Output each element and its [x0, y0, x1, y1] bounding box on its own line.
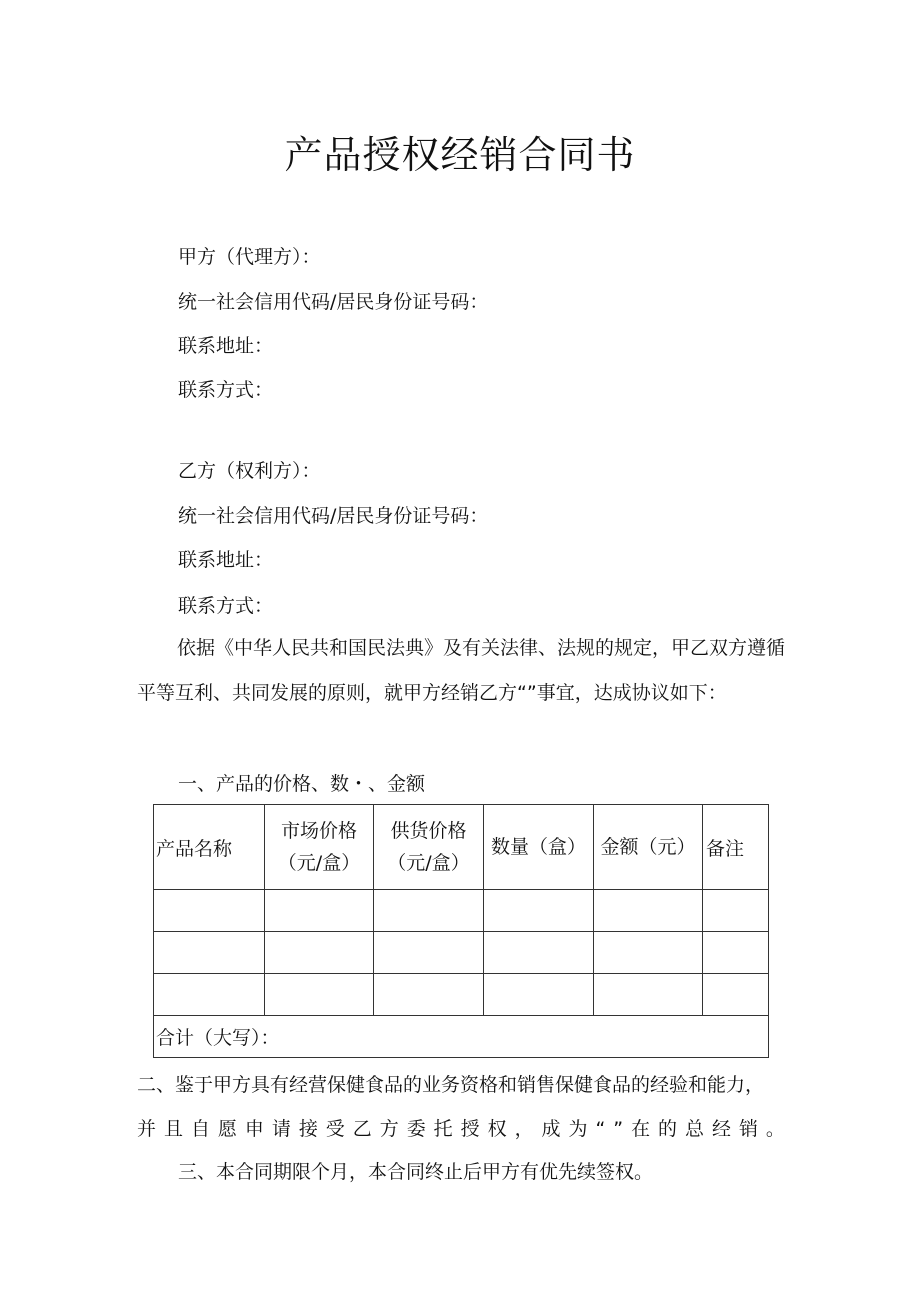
table-header-row — [154, 805, 769, 890]
section2-char: 且 — [163, 1118, 183, 1140]
header-market-price — [265, 805, 374, 890]
party-a-address: 联系地址： — [178, 335, 274, 357]
table-cell[interactable] — [154, 932, 265, 974]
section2-char: ” — [613, 1118, 624, 1140]
party-b-contact: 联系方式： — [178, 595, 274, 617]
table-row — [154, 974, 769, 1016]
party-b-heading: 乙方（权利方）： — [178, 460, 321, 482]
total-label: 合计（大写）： — [154, 1016, 769, 1058]
table-cell[interactable] — [594, 974, 703, 1016]
section2-char: 的 — [658, 1118, 678, 1140]
section2-char: “ — [595, 1118, 606, 1140]
header-supply-price-line2: （元/盒） — [387, 852, 470, 874]
table-cell[interactable] — [594, 890, 703, 932]
party-a-heading: 甲方（代理方）： — [178, 246, 321, 268]
section2-char: 愿 — [217, 1118, 237, 1140]
header-market-price-line2: （元/盒） — [277, 852, 361, 874]
preamble-paragraph — [137, 626, 785, 716]
header-product-name: 产品名称 — [154, 805, 265, 890]
section2-char: 托 — [433, 1118, 453, 1140]
header-supply-price-line1: 供货价格 — [390, 820, 467, 842]
header-quantity: 数量（盒） — [484, 805, 594, 890]
table-cell[interactable] — [265, 974, 374, 1016]
section3-text: 三、本合同期限个月，本合同终止后甲方有优先续签权。 — [178, 1161, 654, 1183]
table-cell[interactable] — [374, 974, 484, 1016]
table-cell[interactable] — [484, 932, 594, 974]
section2-char: 接 — [298, 1118, 318, 1140]
table-row — [154, 890, 769, 932]
section2-char: 销 — [738, 1118, 758, 1140]
section2-line1: 二、鉴于甲方具有经营保健食品的业务资格和销售保健食品的经验和能力， — [137, 1074, 765, 1096]
section2-char: 委 — [406, 1118, 426, 1140]
table-cell[interactable] — [265, 890, 374, 932]
table-total-row — [154, 1016, 769, 1058]
section2-char: 并 — [137, 1118, 157, 1140]
party-b-address: 联系地址： — [178, 549, 274, 571]
table-cell[interactable] — [265, 932, 374, 974]
header-amount: 金额（元） — [594, 805, 703, 890]
section2-char: 总 — [685, 1118, 705, 1140]
section2-char: 成 — [541, 1118, 561, 1140]
table-row — [154, 932, 769, 974]
section2-char: 。 — [765, 1118, 785, 1140]
section2-char: 授 — [460, 1118, 480, 1140]
party-b-credit-code: 统一社会信用代码/居民身份证号码： — [178, 505, 489, 527]
table-cell[interactable] — [703, 974, 769, 1016]
table-cell[interactable] — [374, 890, 484, 932]
section2-char: 申 — [244, 1118, 264, 1140]
section2-char: 经 — [711, 1118, 731, 1140]
party-a-contact: 联系方式： — [178, 379, 274, 401]
table-cell[interactable] — [484, 890, 594, 932]
document-title: 产品授权经销合同书 — [284, 133, 636, 177]
section2-char: 自 — [190, 1118, 210, 1140]
table-cell[interactable] — [154, 890, 265, 932]
section2-char: 乙 — [352, 1118, 372, 1140]
table-cell[interactable] — [703, 932, 769, 974]
table-cell[interactable] — [154, 974, 265, 1016]
header-remarks: 备注 — [703, 805, 769, 890]
header-market-price-line1: 市场价格 — [280, 820, 357, 842]
section2-char: 方 — [379, 1118, 399, 1140]
preamble-text: 依据《中华人民共和国民法典》及有关法律、法规的规定，甲乙双方遵循平等互利、共同发展的原则，就甲方经销乙方“”事宜，达成协议如下： — [137, 637, 786, 704]
table-cell[interactable] — [374, 932, 484, 974]
section2-char: 为 — [568, 1118, 588, 1140]
table-cell[interactable] — [703, 890, 769, 932]
section2-char: 权 — [487, 1118, 507, 1140]
section1-heading: 一、产品的价格、数・、金额 — [178, 773, 426, 795]
table-cell[interactable] — [484, 974, 594, 1016]
table-cell[interactable] — [594, 932, 703, 974]
section2-char: ， — [514, 1118, 534, 1140]
section2-char: 受 — [325, 1118, 345, 1140]
section2-line2 — [137, 1115, 785, 1143]
header-supply-price — [374, 805, 484, 890]
section2-char: 请 — [271, 1118, 291, 1140]
product-table — [153, 804, 769, 1058]
party-a-credit-code: 统一社会信用代码/居民身份证号码： — [178, 291, 489, 313]
section2-char: 在 — [631, 1118, 651, 1140]
